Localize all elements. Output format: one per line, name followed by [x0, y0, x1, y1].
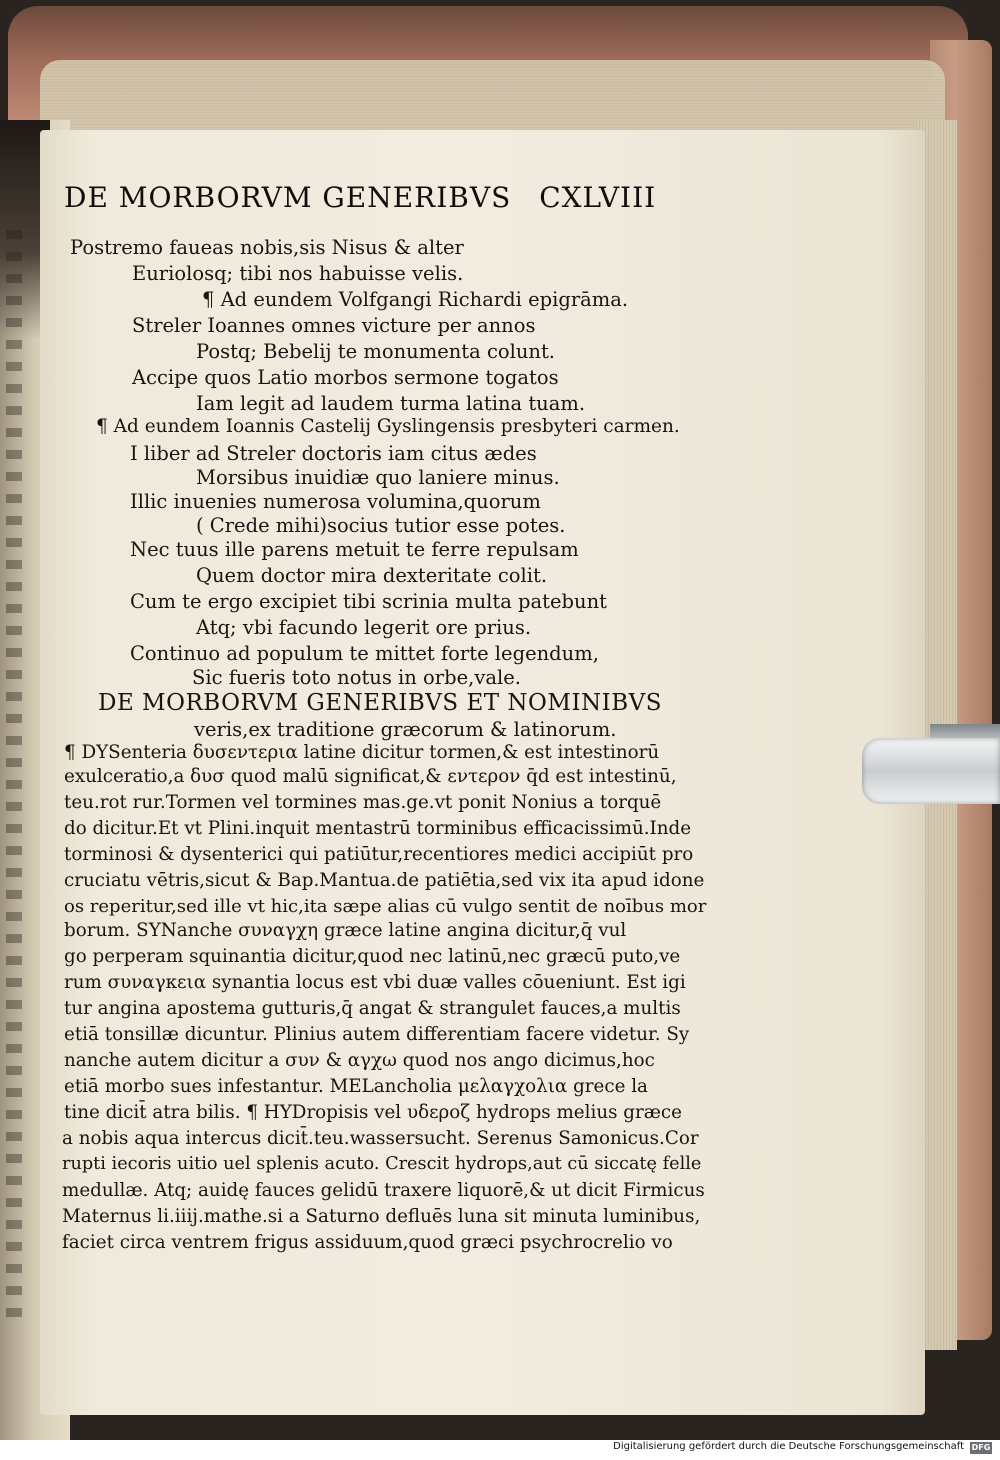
text-line: borum. SYNanche συναγχη græce latine angina dicitur,q̄ vul [64, 920, 627, 941]
text-line: rupti iecoris uitio uel splenis acuto. Crescit hydrops,aut cū siccatę felle [62, 1154, 702, 1174]
text-line: Illic inuenies numerosa volumina,quorum [130, 490, 541, 513]
text-line: tur angina apostema gutturis,q̄ angat & strangulet fauces,a multis [64, 998, 681, 1019]
text-line: torminosi & dysenterici qui patiūtur,recentiores medici accipiūt pro [64, 844, 694, 865]
text-line: do dicitur.Et vt Plini.inquit mentastrū torminibus efficacissimū.Inde [64, 818, 692, 839]
text-line: os reperitur,sed ille vt hic,ita sæpe alias cū vulgo sentit de noībus mor [64, 896, 707, 917]
dfg-logo: DFG [971, 1443, 991, 1452]
text-line: rum συναγκεια synantia locus est vbi duæ valles cōueniunt. Est igi [64, 972, 686, 993]
text-line: Accipe quos Latio morbos sermone togatos [132, 366, 559, 389]
text-line: cruciatu vētris,sicut & Bap.Mantua.de patiētia,sed vix ita apud idone [64, 870, 705, 891]
facing-page-text-fragment [6, 230, 22, 1330]
text-line: faciet circa ventrem frigus assiduum,quod græci psychrocrelio vo [62, 1232, 673, 1253]
text-line: Atq; vbi facundo legerit ore prius. [196, 616, 532, 639]
page-block-top [40, 60, 945, 140]
text-line: tine dicit̄ atra bilis. ¶ HYDropisis vel υδεροζ hydrops melius græce [64, 1102, 682, 1123]
text-line: Euriolosq; tibi nos habuisse velis. [132, 262, 464, 285]
text-line: exulceratio,a δυσ quod malū significat,& εντερον q̄d est intestinū, [64, 766, 677, 787]
text-line: Sic fueris toto notus in orbe,vale. [192, 666, 521, 689]
text-line: Nec tuus ille parens metuit te ferre repulsam [130, 538, 579, 561]
text-line: Maternus li.iiij.mathe.si a Saturno defluēs luna sit minuta luminibus, [62, 1206, 701, 1227]
text-line: etiā morbo sues infestantur. MELancholia μελαγχολια grece la [64, 1076, 648, 1097]
running-header [64, 181, 656, 214]
text-line: Quem doctor mira dexteritate colit. [196, 564, 548, 587]
text-line: ¶ DYSenteria δυσεντερια latine dicitur tormen,& est intestinorū [64, 742, 660, 763]
running-title: DE MORBORVM GENERIBVS [64, 181, 512, 214]
text-line: ( Crede mihi)socius tutior esse potes. [196, 514, 566, 537]
text-line: Streler Ioannes omnes victure per annos [132, 314, 536, 337]
text-line: I liber ad Streler doctoris iam citus ædes [130, 442, 537, 465]
text-line: Morsibus inuidiæ quo laniere minus. [196, 466, 560, 489]
text-line: a nobis aqua intercus dicit̄.teu.wassersucht. Serenus Samonicus.Cor [62, 1128, 699, 1149]
section-subheading: veris,ex traditione græcorum & latinorum. [194, 718, 617, 741]
text-line: go perperam squinantia dicitur,quod nec latinū,nec græcū puto,ve [64, 946, 681, 967]
text-line: etiā tonsillæ dicuntur. Plinius autem differentiam facere videtur. Sy [64, 1024, 690, 1045]
folio-number: CXLVIII [539, 181, 657, 214]
text-line: nanche autem dicitur a συν & αγχω quod nos ango dicimus,hoc [64, 1050, 655, 1071]
funding-credit: Digitalisierung gefördert durch die Deutsche Forschungsgemeinschaft [613, 1441, 964, 1452]
text-line: teu.rot rur.Tormen vel tormines mas.ge.vt ponit Nonius a torquē [64, 792, 662, 813]
text-line: Postq; Bebelij te monumenta colunt. [196, 340, 555, 363]
page-clip [862, 738, 1000, 804]
text-line: medullæ. Atq; auidę fauces gelidū traxere liquorē,& ut dicit Firmicus [62, 1180, 705, 1201]
section-heading: DE MORBORVM GENERIBVS ET NOMINIBVS [98, 690, 663, 716]
text-line: Continuo ad populum te mittet forte legendum, [130, 642, 599, 665]
text-line: ¶ Ad eundem Ioannis Castelij Gyslingensis presbyteri carmen. [96, 416, 680, 437]
text-line: Cum te ergo excipiet tibi scrinia multa patebunt [130, 590, 607, 613]
text-line: Iam legit ad laudem turma latina tuam. [196, 392, 586, 415]
text-line: ¶ Ad eundem Volfgangi Richardi epigrāma. [202, 288, 629, 311]
text-line: Postremo faueas nobis,sis Nisus & alter [70, 236, 464, 259]
